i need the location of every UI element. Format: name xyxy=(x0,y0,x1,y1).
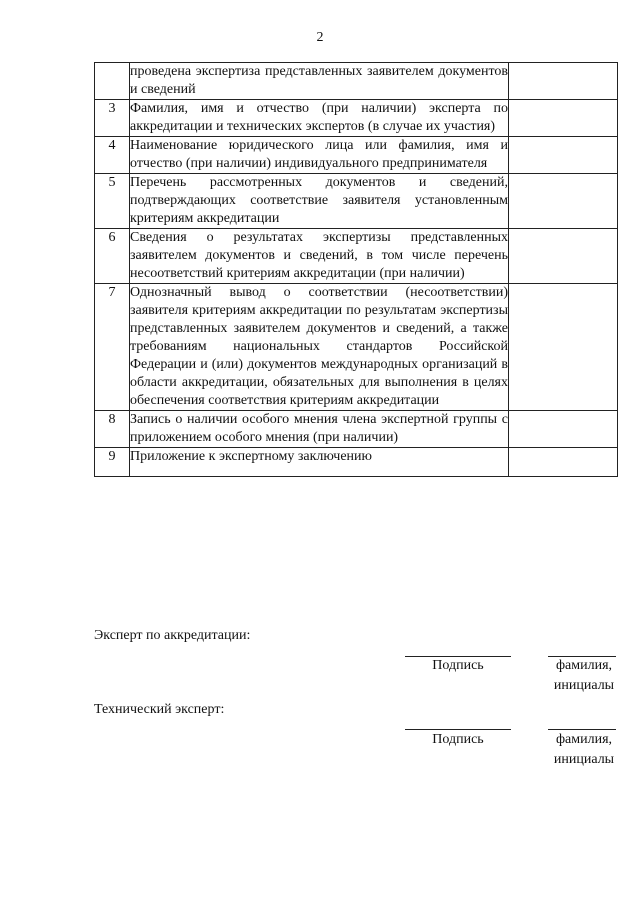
row-value-cell xyxy=(509,174,618,229)
row-description: Однозначный вывод о соответствии (несоответствии) заявителя критериям аккредитации по результатам экспертизы представленных заявителем документов и сведений, а также требованиям национальных стандартов Российской Федерации и (или) документов международных организаций в области аккредитации, обязательных для выполнения в целях обеспечения соответствия критериям аккредитации xyxy=(130,284,509,411)
signature-label: Подпись xyxy=(432,732,484,747)
table-row xyxy=(95,411,618,448)
table-row xyxy=(95,137,618,174)
row-number xyxy=(95,63,130,100)
row-value-cell xyxy=(509,63,618,100)
page-number: 2 xyxy=(316,30,324,45)
table-row xyxy=(95,284,618,411)
row-number: 6 xyxy=(95,229,130,284)
row-number: 8 xyxy=(95,411,130,448)
row-description: Сведения о результатах экспертизы представленных заявителем документов и сведений, в том числе перечень несоответствий критериям аккредитации (при наличии) xyxy=(130,229,509,284)
row-number: 4 xyxy=(95,137,130,174)
row-value-cell xyxy=(509,284,618,411)
signature-label: Подпись xyxy=(432,658,484,673)
row-value-cell xyxy=(509,100,618,137)
table-row xyxy=(95,63,618,100)
table-row xyxy=(95,100,618,137)
row-number: 5 xyxy=(95,174,130,229)
table-row xyxy=(95,174,618,229)
row-number: 3 xyxy=(95,100,130,137)
row-number: 7 xyxy=(95,284,130,411)
row-value-cell xyxy=(509,137,618,174)
row-value-cell xyxy=(509,411,618,448)
table-row xyxy=(95,448,618,477)
row-description: проведена экспертиза представленных заявителем документов и сведений xyxy=(130,63,509,100)
table-row xyxy=(95,229,618,284)
row-description: Приложение к экспертному заключению xyxy=(130,448,509,477)
row-description: Фамилия, имя и отчество (при наличии) эксперта по аккредитации и технических экспертов (в случае их участия) xyxy=(130,100,509,137)
row-description: Наименование юридического лица или фамилия, имя и отчество (при наличии) индивидуального предпринимателя xyxy=(130,137,509,174)
name-label: фамилия, инициалы xyxy=(553,732,615,767)
expert-conclusion-table xyxy=(94,62,618,477)
signature-title: Эксперт по аккредитации: xyxy=(94,628,251,643)
signature-title: Технический эксперт: xyxy=(94,702,225,717)
row-value-cell xyxy=(509,229,618,284)
row-description: Запись о наличии особого мнения члена экспертной группы с приложением особого мнения (при наличии) xyxy=(130,411,509,448)
name-label: фамилия, инициалы xyxy=(553,658,615,693)
row-number: 9 xyxy=(95,448,130,477)
row-description: Перечень рассмотренных документов и сведений, подтверждающих соответствие заявителя установленным критериям аккредитации xyxy=(130,174,509,229)
row-value-cell xyxy=(509,448,618,477)
